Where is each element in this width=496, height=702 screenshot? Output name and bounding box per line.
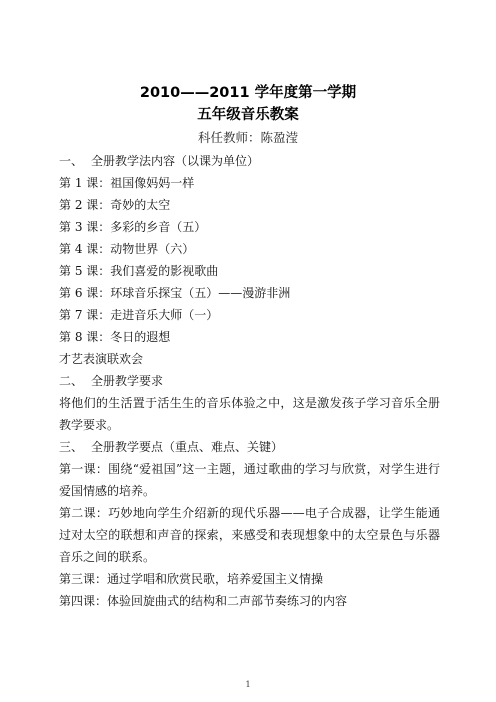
- lesson-item: 才艺表演联欢会: [59, 352, 144, 366]
- section-heading-3: [59, 436, 440, 458]
- key-point-paragraph: 第二课：巧妙地向学生介绍新的现代乐器——电子合成器，让学生能通过对太空的联想和声音的探索，来感受和表现想象中的太空景色与乐器音乐之间的联系。: [59, 506, 440, 564]
- section-number: 二、: [59, 374, 84, 388]
- key-point-paragraph: 第一课：围绕“爱祖国”这一主题，通过歌曲的学习与欣赏，对学生进行爱国情感的培养。: [59, 462, 440, 498]
- key-point-paragraph: 第四课：体验回旋曲式的结构和二声部节奏练习的内容: [59, 594, 348, 608]
- document-title: 2010——2011 学年度第一学期: [139, 85, 357, 101]
- document-body: [59, 150, 440, 612]
- document-subtitle: 五年级音乐教案: [197, 107, 299, 123]
- lesson-item: 第 6 课：环球音乐探宝（五）——漫游非洲: [59, 286, 291, 300]
- section-heading-2: [59, 370, 440, 392]
- section-title: 全册教学法内容（以课为单位）: [91, 154, 260, 168]
- lesson-item: 第 8 课：冬日的遐想: [59, 330, 171, 344]
- lesson-item: 第 5 课：我们喜爱的影视歌曲: [59, 264, 219, 278]
- lesson-item: 第 7 课：走进音乐大师（一）: [59, 308, 219, 322]
- key-point-paragraph: 第三课：通过学唱和欣赏民歌，培养爱国主义情操: [59, 572, 324, 586]
- lesson-item: 第 3 课：多彩的乡音（五）: [59, 220, 207, 234]
- section-paragraph: 将他们的生活置于活生生的音乐体验之中，这是激发孩子学习音乐全册教学要求。: [59, 396, 440, 432]
- section-heading-1: [59, 150, 440, 172]
- section-number: 一、: [59, 154, 84, 168]
- page-number: 1: [245, 680, 251, 689]
- section-title: 全册教学要求: [91, 374, 164, 388]
- lesson-item: 第 4 课：动物世界（六）: [59, 242, 195, 256]
- lesson-item: 第 2 课：奇妙的太空: [59, 198, 171, 212]
- lesson-item: 第 1 课：祖国像妈妈一样: [59, 176, 195, 190]
- section-title: 全册教学要点（重点、难点、关键）: [91, 440, 284, 454]
- teacher-name: 科任教师：陈盈滢: [197, 130, 298, 145]
- section-number: 三、: [59, 440, 84, 454]
